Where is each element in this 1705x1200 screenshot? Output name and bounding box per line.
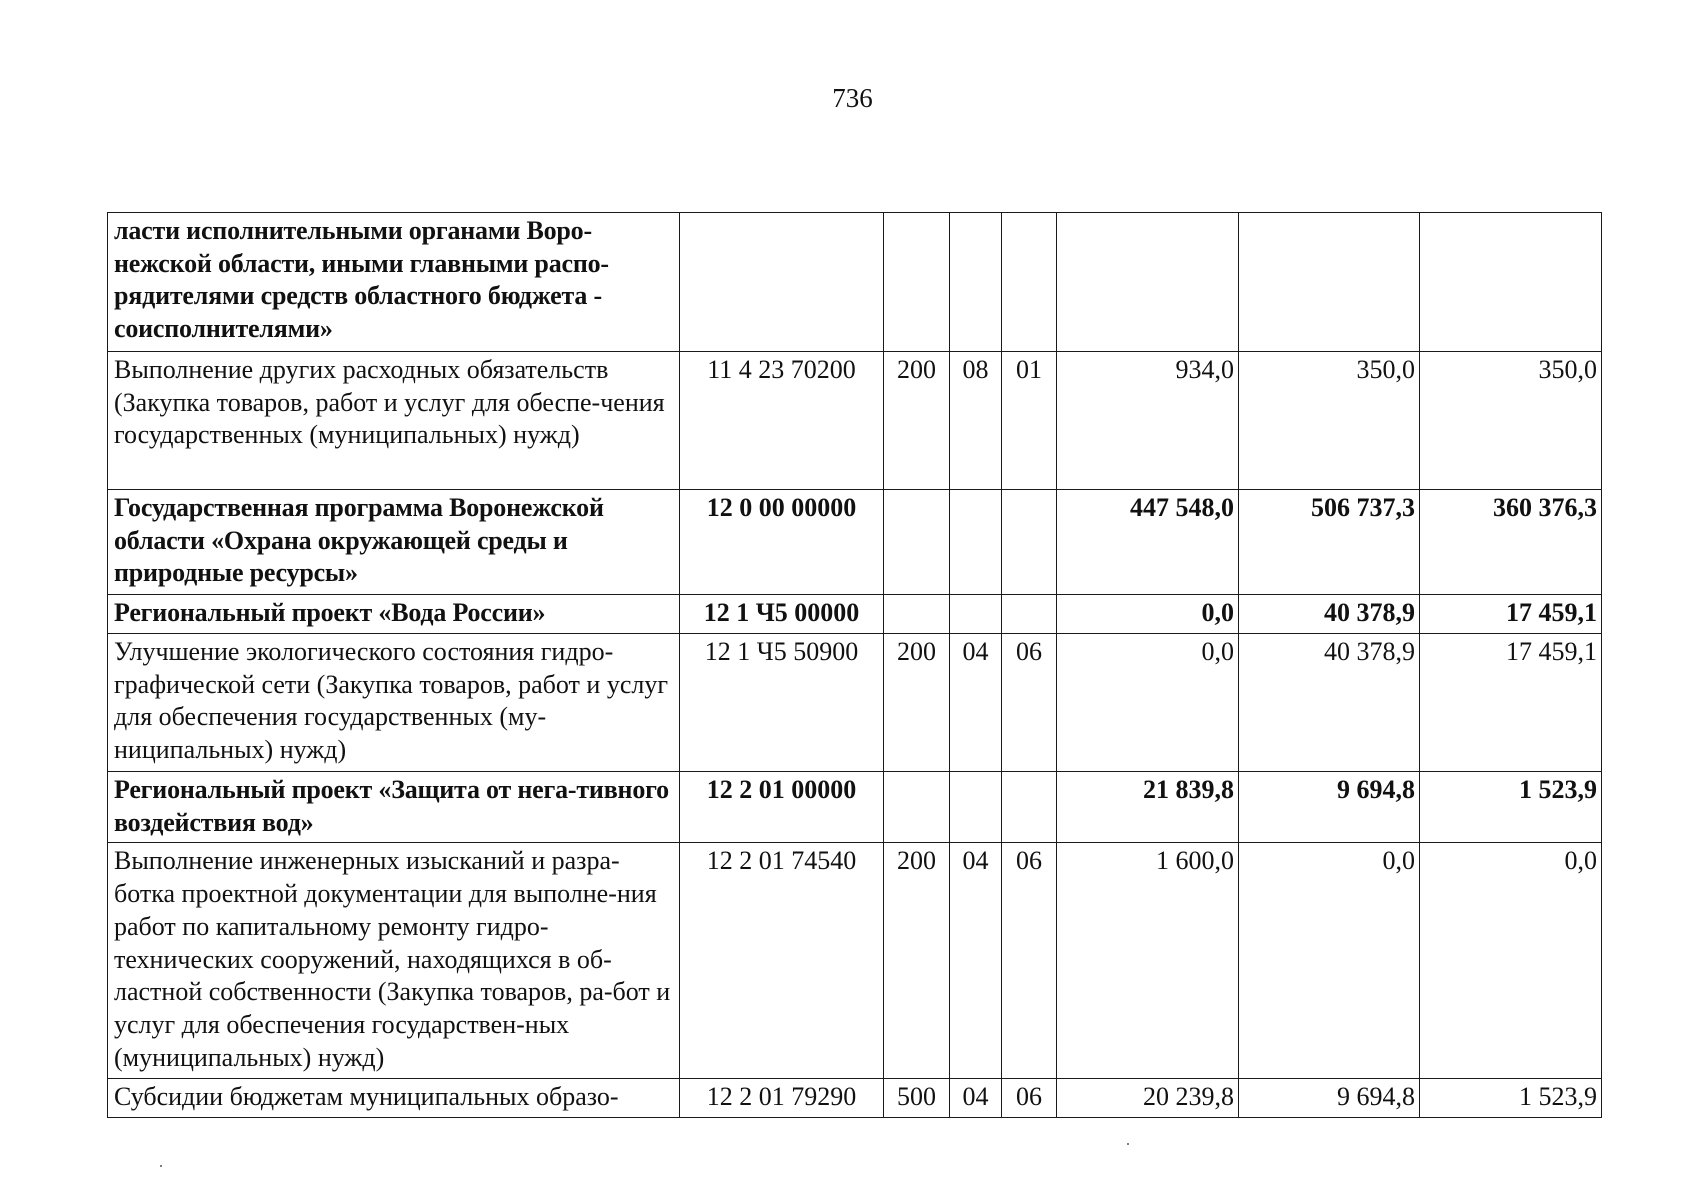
- table-row: [108, 843, 1602, 1079]
- row-amount-1-cell: 447 548,0: [1057, 490, 1239, 595]
- row-name-cell: Выполнение других расходных обязательств (Закупка товаров, работ и услуг для обеспе-чения государственных (муниципальных) нужд): [108, 352, 680, 490]
- row-amount-2-cell: 506 737,3: [1239, 490, 1420, 595]
- row-subsection-cell: [1002, 213, 1057, 352]
- budget-table-wrapper: [107, 212, 1601, 1118]
- row-amount-3-cell: 17 459,1: [1420, 595, 1602, 634]
- row-section-cell: [950, 772, 1002, 843]
- budget-table-body: [108, 213, 1602, 1118]
- row-amount-1-cell: 1 600,0: [1057, 843, 1239, 1079]
- row-subsection-cell: 06: [1002, 634, 1057, 772]
- row-amount-1-cell: 934,0: [1057, 352, 1239, 490]
- row-expense-type-cell: [884, 213, 950, 352]
- row-name-cell: Региональный проект «Защита от нега-тивного воздействия вод»: [108, 772, 680, 843]
- row-section-cell: [950, 490, 1002, 595]
- table-row: [108, 634, 1602, 772]
- row-amount-3-cell: 1 523,9: [1420, 772, 1602, 843]
- row-name-cell: Субсидии бюджетам муниципальных образо-: [108, 1079, 680, 1118]
- row-expense-type-cell: 500: [884, 1079, 950, 1118]
- row-amount-3-cell: 1 523,9: [1420, 1079, 1602, 1118]
- row-code-cell: 12 1 Ч5 00000: [680, 595, 884, 634]
- row-amount-2-cell: 9 694,8: [1239, 1079, 1420, 1118]
- table-row: [108, 213, 1602, 352]
- row-section-cell: 04: [950, 634, 1002, 772]
- row-subsection-cell: 06: [1002, 843, 1057, 1079]
- row-amount-3-cell: 350,0: [1420, 352, 1602, 490]
- row-amount-2-cell: 0,0: [1239, 843, 1420, 1079]
- row-amount-3-cell: 0,0: [1420, 843, 1602, 1079]
- row-subsection-cell: [1002, 595, 1057, 634]
- row-amount-2-cell: 9 694,8: [1239, 772, 1420, 843]
- row-amount-2-cell: 40 378,9: [1239, 634, 1420, 772]
- budget-table: [107, 212, 1602, 1118]
- scan-speck: [160, 1165, 162, 1167]
- row-code-cell: 12 2 01 00000: [680, 772, 884, 843]
- row-amount-2-cell: 350,0: [1239, 352, 1420, 490]
- table-row: [108, 490, 1602, 595]
- table-row: [108, 1079, 1602, 1118]
- row-amount-3-cell: [1420, 213, 1602, 352]
- row-code-cell: [680, 213, 884, 352]
- row-code-cell: 12 2 01 74540: [680, 843, 884, 1079]
- row-name-cell: Региональный проект «Вода России»: [108, 595, 680, 634]
- scan-speck: [1127, 1143, 1129, 1145]
- row-expense-type-cell: 200: [884, 352, 950, 490]
- row-expense-type-cell: [884, 772, 950, 843]
- row-amount-1-cell: 0,0: [1057, 634, 1239, 772]
- row-amount-1-cell: 21 839,8: [1057, 772, 1239, 843]
- row-code-cell: 12 0 00 00000: [680, 490, 884, 595]
- row-code-cell: 12 2 01 79290: [680, 1079, 884, 1118]
- row-subsection-cell: [1002, 772, 1057, 843]
- row-name-cell: Выполнение инженерных изысканий и разра-ботка проектной документации для выполне-ния работ по капитальному ремонту гидро-технических сооружений, находящихся в об-ластной собственности (Закупка товаров, ра-бот и услуг для обеспечения государствен-ных (муниципальных) нужд): [108, 843, 680, 1079]
- row-amount-1-cell: 0,0: [1057, 595, 1239, 634]
- row-amount-1-cell: 20 239,8: [1057, 1079, 1239, 1118]
- row-section-cell: 04: [950, 1079, 1002, 1118]
- row-name-cell: Государственная программа Воронежской области «Охрана окружающей среды и природные ресурсы»: [108, 490, 680, 595]
- row-amount-2-cell: [1239, 213, 1420, 352]
- row-section-cell: 04: [950, 843, 1002, 1079]
- row-code-cell: 12 1 Ч5 50900: [680, 634, 884, 772]
- row-expense-type-cell: 200: [884, 843, 950, 1079]
- row-amount-1-cell: [1057, 213, 1239, 352]
- row-expense-type-cell: [884, 595, 950, 634]
- row-amount-2-cell: 40 378,9: [1239, 595, 1420, 634]
- row-name-cell: ласти исполнительными органами Воро-нежской области, иными главными распо-рядителями средств областного бюджета - соисполнителями»: [108, 213, 680, 352]
- row-name-cell: Улучшение экологического состояния гидро-графической сети (Закупка товаров, работ и услуг для обеспечения государственных (му-ниципальных) нужд): [108, 634, 680, 772]
- row-subsection-cell: 01: [1002, 352, 1057, 490]
- row-code-cell: 11 4 23 70200: [680, 352, 884, 490]
- table-row: [108, 352, 1602, 490]
- table-row: [108, 772, 1602, 843]
- page-number: 736: [832, 83, 873, 113]
- row-subsection-cell: 06: [1002, 1079, 1057, 1118]
- row-subsection-cell: [1002, 490, 1057, 595]
- row-expense-type-cell: [884, 490, 950, 595]
- row-amount-3-cell: 360 376,3: [1420, 490, 1602, 595]
- row-expense-type-cell: 200: [884, 634, 950, 772]
- row-section-cell: [950, 213, 1002, 352]
- table-row: [108, 595, 1602, 634]
- row-amount-3-cell: 17 459,1: [1420, 634, 1602, 772]
- row-section-cell: 08: [950, 352, 1002, 490]
- row-section-cell: [950, 595, 1002, 634]
